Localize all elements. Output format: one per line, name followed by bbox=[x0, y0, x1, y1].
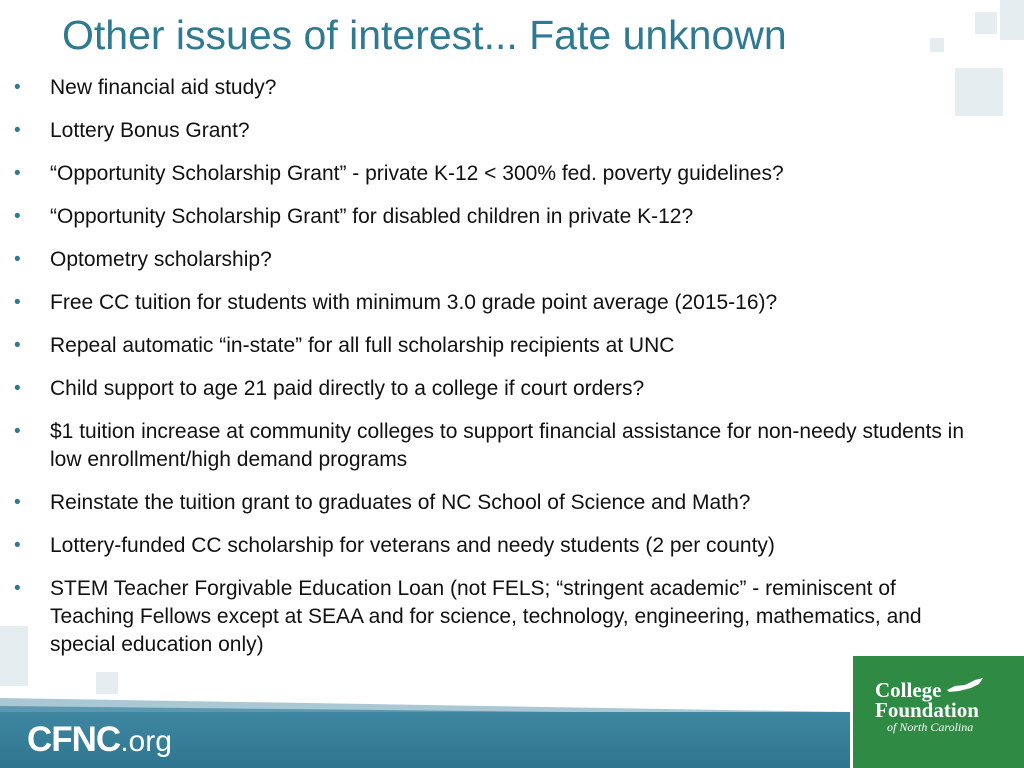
decor-square bbox=[96, 672, 118, 694]
bullet-list bbox=[14, 74, 974, 674]
decor-square bbox=[975, 12, 997, 34]
list-item bbox=[14, 74, 974, 102]
bullet-icon: • bbox=[14, 292, 21, 313]
bullet-icon: • bbox=[14, 421, 21, 442]
list-item bbox=[14, 332, 974, 360]
bullet-text: STEM Teacher Forgivable Education Loan (not FELS; “stringent academic” - reminiscent of Teaching Fellows except at SEAA and for science, technology, engineering, mathematics, and special education only) bbox=[50, 577, 922, 656]
logo-line-nc: of North Carolina bbox=[887, 720, 974, 734]
bullet-text: New financial aid study? bbox=[50, 76, 277, 99]
bullet-text: $1 tuition increase at community colleges to support financial assistance for non-needy students in low enrollment/high demand programs bbox=[50, 420, 965, 471]
bullet-icon: • bbox=[14, 492, 21, 513]
bullet-text: Lottery Bonus Grant? bbox=[50, 119, 250, 142]
bullet-text: Optometry scholarship? bbox=[50, 248, 272, 271]
logo-line-foundation: Foundation bbox=[875, 698, 979, 722]
bullet-icon: • bbox=[14, 77, 21, 98]
list-item bbox=[14, 489, 974, 517]
bullet-icon: • bbox=[14, 378, 21, 399]
logo-text bbox=[875, 680, 979, 720]
cfnc-logo[interactable] bbox=[27, 720, 172, 760]
list-item bbox=[14, 289, 974, 317]
bullet-icon: • bbox=[14, 578, 21, 599]
cfnc-brand-main: CFNC bbox=[27, 720, 121, 759]
college-foundation-logo bbox=[853, 656, 1024, 768]
list-item bbox=[14, 160, 974, 188]
list-item bbox=[14, 575, 974, 659]
decor-square bbox=[930, 38, 944, 52]
slide-title: Other issues of interest... Fate unknown bbox=[62, 12, 787, 58]
bullet-icon: • bbox=[14, 206, 21, 227]
bullet-icon: • bbox=[14, 335, 21, 356]
list-item bbox=[14, 418, 974, 474]
bullet-text: Free CC tuition for students with minimum 3.0 grade point average (2015-16)? bbox=[50, 291, 778, 314]
bullet-text: Lottery-funded CC scholarship for veterans and needy students (2 per county) bbox=[50, 534, 775, 557]
bullet-text: Child support to age 21 paid directly to a college if court orders? bbox=[50, 377, 645, 400]
list-item bbox=[14, 117, 974, 145]
cfnc-brand-suffix: .org bbox=[120, 725, 172, 758]
bullet-icon: • bbox=[14, 163, 21, 184]
bullet-text: Repeal automatic “in-state” for all full scholarship recipients at UNC bbox=[50, 334, 675, 357]
bullet-text: Reinstate the tuition grant to graduates of NC School of Science and Math? bbox=[50, 491, 751, 514]
list-item bbox=[14, 246, 974, 274]
decor-square bbox=[1000, 0, 1024, 40]
logo-line-college: College bbox=[875, 678, 942, 702]
list-item bbox=[14, 375, 974, 403]
bullet-text: “Opportunity Scholarship Grant” - private K-12 < 300% fed. poverty guidelines? bbox=[50, 162, 784, 185]
list-item bbox=[14, 203, 974, 231]
bullet-icon: • bbox=[14, 249, 21, 270]
bullet-text: “Opportunity Scholarship Grant” for disabled children in private K-12? bbox=[50, 205, 694, 228]
bullet-icon: • bbox=[14, 535, 21, 556]
bullet-icon: • bbox=[14, 120, 21, 141]
list-item bbox=[14, 532, 974, 560]
